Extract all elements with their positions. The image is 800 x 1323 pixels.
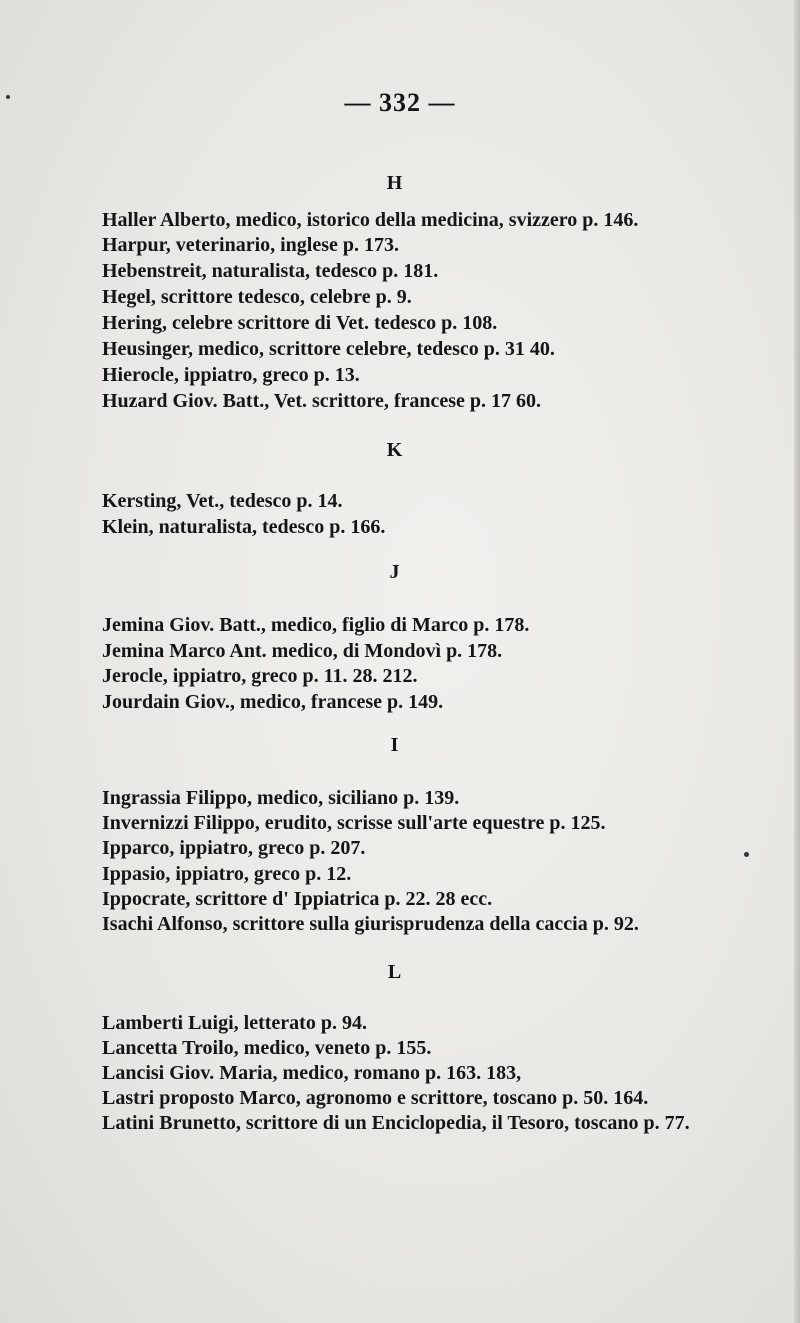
index-entry: Hegel, scrittore tedesco, celebre p. 9.: [102, 286, 412, 308]
index-entry: Ipparco, ippiatro, greco p. 207.: [102, 837, 366, 859]
page-edge: [794, 0, 800, 1323]
index-entry: Huzard Giov. Batt., Vet. scrittore, francese p. 17 60.: [102, 390, 542, 412]
index-entry: Ippasio, ippiatro, greco p. 12.: [102, 863, 352, 885]
index-entry: Invernizzi Filippo, erudito, scrisse sull'arte equestre p. 125.: [102, 812, 606, 834]
index-entry: Isachi Alfonso, scrittore sulla giurisprudenza della caccia p. 92.: [102, 913, 639, 935]
section-letter-h: H: [386, 172, 404, 194]
index-entry: Harpur, veterinario, inglese p. 173.: [102, 234, 400, 256]
section-letter-l: L: [387, 961, 403, 983]
index-entry: Kersting, Vet., tedesco p. 14.: [102, 490, 343, 512]
section-letter-j: J: [389, 561, 401, 583]
index-entry: Jerocle, ippiatro, greco p. 11. 28. 212.: [102, 665, 418, 687]
ink-speck: [744, 852, 749, 857]
index-entry: Ippocrate, scrittore d' Ippiatrica p. 22. 28 ecc.: [102, 888, 493, 910]
index-entry: Lamberti Luigi, letterato p. 94.: [102, 1012, 367, 1034]
index-entry: Haller Alberto, medico, istorico della medicina, svizzero p. 146.: [102, 209, 639, 231]
section-letter-k: K: [386, 439, 404, 461]
index-entry: Jourdain Giov., medico, francese p. 149.: [102, 691, 444, 713]
index-entry: Klein, naturalista, tedesco p. 166.: [102, 516, 386, 538]
page-number: — 332 —: [344, 88, 456, 117]
index-entry: Hering, celebre scrittore di Vet. tedesco p. 108.: [102, 312, 498, 334]
index-entry: Heusinger, medico, scrittore celebre, tedesco p. 31 40.: [102, 338, 555, 360]
index-entry: Hierocle, ippiatro, greco p. 13.: [102, 364, 360, 386]
index-entry: Hebenstreit, naturalista, tedesco p. 181.: [102, 260, 439, 282]
index-entry: Lancetta Troilo, medico, veneto p. 155.: [102, 1037, 432, 1059]
index-entry: Ingrassia Filippo, medico, siciliano p. 139.: [102, 787, 460, 809]
index-entry: Jemina Marco Ant. medico, di Mondovì p. 178.: [102, 640, 503, 662]
index-entry: Jemina Giov. Batt., medico, figlio di Marco p. 178.: [102, 614, 530, 636]
section-letter-i: I: [390, 734, 400, 756]
index-entry: Lastri proposto Marco, agronomo e scrittore, toscano p. 50. 164.: [102, 1087, 649, 1109]
index-entry: Latini Brunetto, scrittore di un Enciclopedia, il Tesoro, toscano p. 77.: [102, 1112, 690, 1134]
index-entry: Lancisi Giov. Maria, medico, romano p. 163. 183,: [102, 1062, 522, 1084]
